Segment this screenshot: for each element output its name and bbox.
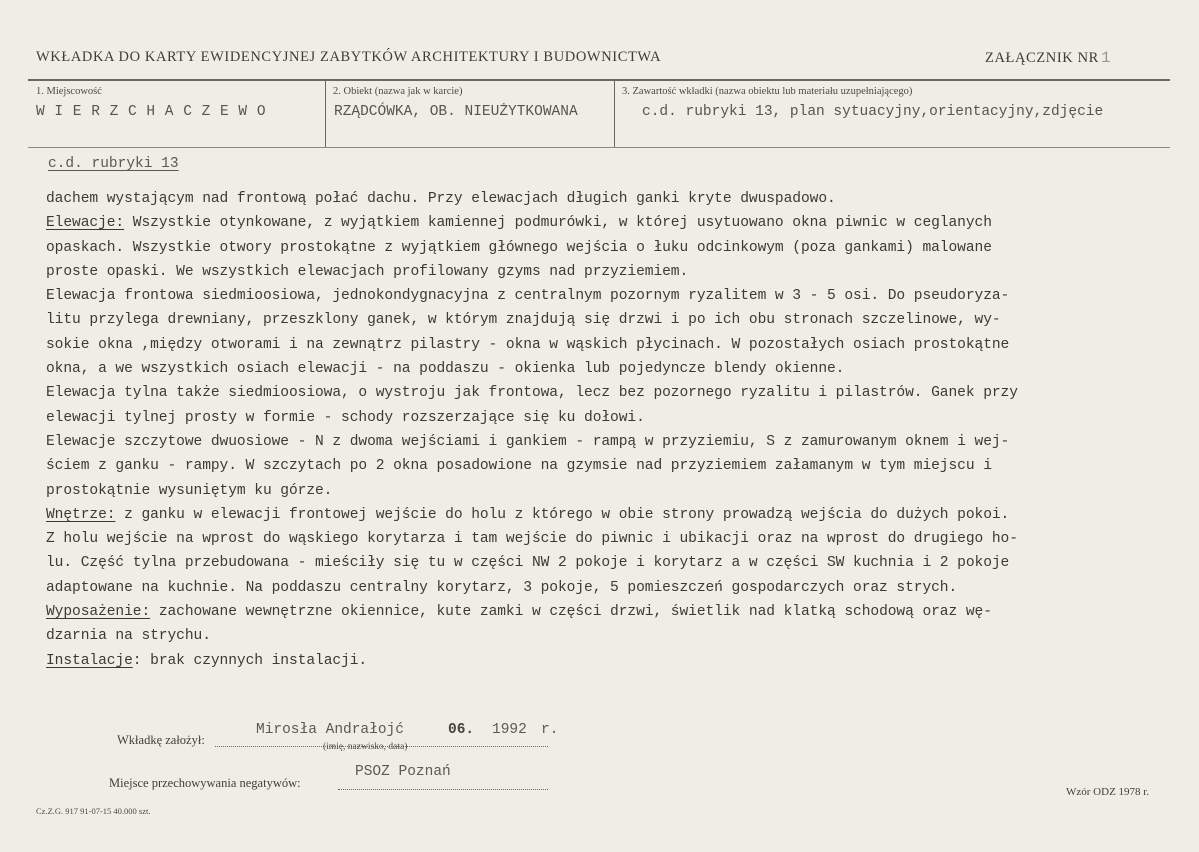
elevations-label: Elewacje: [46, 215, 125, 232]
text-line [46, 211, 1176, 235]
annex-number: 1 [1100, 49, 1112, 67]
filled-by-label: Wkładkę założył: [117, 733, 205, 747]
text-line: litu przylega drewniany, przeszklony ganek, w którym znajdują się drzwi i po ich obu stronach szczelinowe, wy- [46, 312, 1001, 329]
negatives-dotted-line [338, 789, 548, 790]
filled-by-month: 06. [448, 722, 475, 738]
text-line [46, 503, 1176, 527]
negatives-label: Miejsce przechowywania negatywów: [109, 776, 301, 790]
text-line: Elewacje szczytowe dwuosiowe - N z dwoma wejściami i gankiem - rampą w przyziemiu, S z zamurowanym oknem i wej- [46, 433, 1010, 450]
text-line: prostokątnie wysuniętym ku górze. [46, 482, 333, 499]
filled-by-year: 1992 [492, 722, 527, 738]
text-line: proste opaski. We wszystkich elewacjach profilowany gzyms nad przyziemiem. [46, 263, 689, 280]
object-label: 2. Obiekt (nazwa jak w karcie) [333, 86, 463, 97]
text-segment: Wszystkie otynkowane, z wyjątkiem kamiennej podmurówki, w której usytuowano okna piwnic w ceglanych [124, 215, 992, 232]
filled-by-r: r. [541, 722, 559, 738]
text-segment: : brak czynnych instalacji. [132, 652, 368, 669]
location-value: WIERZCHACZEWO [36, 104, 276, 120]
text-line: Elewacja tylna także siedmioosiowa, o wystroju jak frontowa, lecz bez pozornego ryzalitu i pilastrów. Ganek przy [46, 385, 1018, 402]
field-divider-2 [614, 80, 615, 148]
negatives-value: PSOZ Poznań [355, 764, 451, 780]
text-line: opaskach. Wszystkie otwory prostokątne z wyjątkiem głównego wejścia o łuku odcinkowym (poza gankami) malowane [46, 239, 992, 256]
contents-label: 3. Zawartość wkładki (nazwa obiektu lub materiału uzupełniającego) [622, 86, 913, 97]
text-line: dzarnia na strychu. [46, 628, 211, 645]
object-value: RZĄDCÓWKA, OB. NIEUŻYTKOWANA [334, 104, 578, 120]
text-segment: z ganku w elewacji frontowej wejście do holu z którego w obie strony prowadzą wejścia do dużych pokoi. [115, 506, 1010, 523]
continuation-heading: c.d. rubryki 13 [48, 156, 179, 172]
print-code: Cz.Z.G. 917 91-07-15 40.000 szt. [36, 806, 151, 816]
description-text [46, 187, 1176, 673]
field-divider-1 [325, 80, 326, 148]
text-line: okna, a we wszystkich osiach elewacji - na poddaszu - okienka lub pojedyncze blendy okienne. [46, 361, 845, 378]
text-line: sokie okna ,między otworami i na zewnątrz pilastry - okna w wąskich płycinach. W pozostałych osiach prostokątne [46, 336, 1010, 353]
text-line: Elewacja frontowa siedmioosiowa, jednokondygnacyjna z centralnym pozornym ryzalitem w 3 - 5 osi. Do pseudoryza- [46, 288, 1010, 305]
text-line [46, 649, 1176, 673]
text-segment: zachowane wewnętrzne okiennice, kute zamki w części drzwi, świetlik nad klatką schodową oraz wę- [150, 604, 992, 621]
text-line [46, 600, 1176, 624]
text-line: ściem z ganku - rampy. W szczytach po 2 okna posadowione na gzymsie nad przyziemiem załamanym w tym miejscu i [46, 458, 992, 475]
text-line: dachem wystającym nad frontową połać dachu. Przy elewacjach długich ganki kryte dwuspadowo. [46, 191, 836, 207]
form-title: WKŁADKA DO KARTY EWIDENCYJNEJ ZABYTKÓW ARCHITEKTURY I BUDOWNICTWA [36, 49, 662, 65]
header-rule [28, 79, 1170, 81]
text-line: Z holu wejście na wprost do wąskiego korytarza i tam wejście do piwnic i ubikacji oraz na wprost do drugiego ho- [46, 531, 1018, 548]
interior-label: Wnętrze: [46, 506, 116, 523]
annex-label-text: ZAŁĄCZNIK NR [985, 50, 1099, 66]
filled-by-caption: (imię, nazwisko, data) [323, 742, 408, 752]
text-line: lu. Część tylna przebudowana - mieściły się tu w części NW 2 pokoje i korytarz a w części SW kuchnia i 2 pokoje [46, 555, 1010, 572]
installations-label: Instalacje [46, 652, 133, 669]
location-label: 1. Miejscowość [36, 86, 102, 97]
equipment-label: Wyposażenie: [46, 604, 151, 621]
text-line: adaptowane na kuchnie. Na poddaszu centralny korytarz, 3 pokoje, 5 pomieszczeń gospodarczych oraz strych. [46, 579, 958, 596]
contents-value: c.d. rubryki 13, plan sytuacyjny,orientacyjny,zdjęcie [642, 104, 1104, 120]
filled-by-name: Mirosła Andrałojć [256, 722, 404, 738]
annex-label [985, 49, 1111, 67]
fields-rule [28, 147, 1170, 148]
text-line: elewacji tylnej prosty w formie - schody rozszerzające się ku dołowi. [46, 409, 645, 426]
form-pattern: Wzór ODZ 1978 r. [1066, 786, 1150, 798]
